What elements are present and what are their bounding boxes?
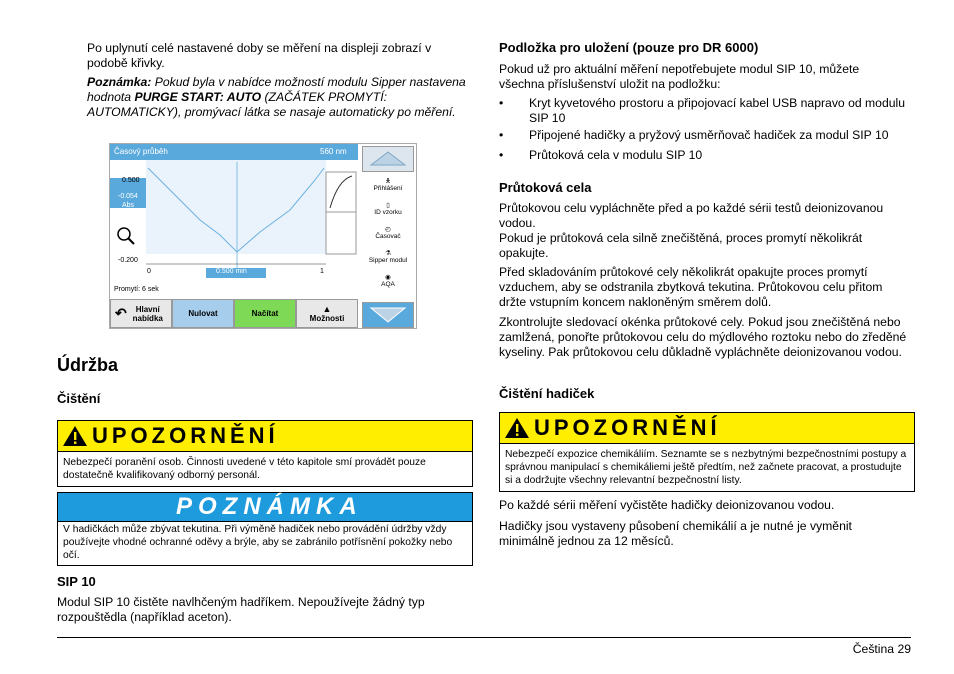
x-start-label: 0 (147, 268, 151, 275)
side-sample-id[interactable]: ▯ ID vzorku (362, 202, 414, 216)
zoom-icon (118, 228, 134, 244)
x-mid-label: 0.500 min (216, 268, 247, 275)
reading-unit: Abs (122, 202, 135, 209)
section-title: Údržba (57, 355, 119, 375)
triangle-up-icon: ▲ (322, 303, 332, 314)
status-text: Promytí: 6 sek (114, 286, 159, 293)
footer-divider (57, 637, 911, 638)
flow-text-3: Zkontrolujte sledovací okénka průtokové cely. Pokud jsou znečištěná nebo zamlžená, ponořte průtokovou celu do mýdlového roztoku nebo do zředěné kyseliny. Pak průtokovou celu důkladně vypláchněte deionizovanou vodou. (499, 315, 907, 359)
sip-title: SIP 10 (57, 574, 96, 589)
reading-value: -0.054 (118, 193, 138, 200)
timer-icon: ◴ (385, 226, 391, 233)
zero-button[interactable]: Nulovat (172, 299, 234, 328)
y-bottom-label: -0.200 (118, 257, 138, 264)
base-text: Pokud už pro aktuální měření nepotřebujete modul SIP 10, můžete všechna příslušenství uložit na podložku: (499, 62, 860, 91)
side-sipper[interactable]: ⚗ Sipper modul (362, 250, 414, 264)
scroll-up-button[interactable] (362, 146, 414, 172)
note-text: Poznámka: Pokud byla v nabídce možností modulu Sipper nastavena hodnota PURGE START: AUTO (ZAČÁTEK PROMYTÍ: AUTOMATICKY), promývací látka se nasaje automaticky po měření. (87, 75, 466, 119)
options-button[interactable]: ▲ Možnosti (296, 299, 358, 328)
main-menu-button[interactable]: ↶ Hlavní nabídka (110, 299, 172, 328)
device-sidebar (360, 144, 416, 328)
person-icon: 🯅 (385, 178, 391, 185)
warning-header: UPOZORNĚNÍ (58, 421, 472, 452)
base-title: Podložka pro uložení (pouze pro DR 6000) (499, 40, 759, 55)
list-item: • Kryt kyvetového prostoru a připojovací kabel USB napravo od modulu SIP 10 (499, 96, 905, 125)
note-label: Poznámka: (87, 75, 152, 89)
side-login[interactable]: 🯅 Přihlášení (362, 178, 414, 192)
tube-text-1: Po každé sérii měření vyčistěte hadičky deionizovanou vodou. (499, 498, 835, 512)
read-button[interactable]: Načítat (234, 299, 296, 328)
side-aqa[interactable]: ◉ AQA (362, 274, 414, 288)
x-end-label: 1 (320, 268, 324, 275)
intro-text: Po uplynutí celé nastavené doby se měření na displeji zobrazí v podobě křivky. (87, 41, 432, 70)
tube-title: Čištění hadiček (499, 386, 595, 401)
note-box-text: V hadičkách může zbývat tekutina. Při výměně hadiček nebo provádění údržby vždy používejte vhodné ochranné oděvy a brýle, aby se zabránilo potřísnění pokožky nebo očí. (63, 524, 453, 561)
note-header: POZNÁMKA (58, 493, 472, 522)
side-timer[interactable]: ◴ Časovač (362, 226, 414, 240)
sip-text: Modul SIP 10 čistěte navlhčeným hadříkem. Nepoužívejte žádný typ rozpouštědla (například aceton). (57, 595, 425, 624)
tube-text-2: Hadičky jsou vystaveny působení chemikálií a je nutné je vyměnit minimálně jednou za 12 měsíců. (499, 519, 852, 548)
device-plot (110, 160, 358, 300)
warning-triangle-icon (504, 417, 530, 439)
page-number: Čeština 29 (852, 642, 911, 656)
note-box (57, 492, 473, 566)
y-top-label: 0.500 (122, 177, 140, 184)
list-item: • Průtoková cela v modulu SIP 10 (499, 148, 703, 162)
sipper-icon: ⚗ (385, 250, 391, 257)
device-title-bar: Časový průběh 560 nm (110, 144, 358, 160)
warning-header: UPOZORNĚNÍ (500, 413, 914, 444)
warning-text: Nebezpečí poranění osob. Činnosti uvedené v této kapitole smí provádět pouze dostatečně kvalifikovaný odborný personál. (63, 457, 426, 481)
subsection-title: Čištění (57, 391, 101, 406)
flow-text-2: Před skladováním průtokové cely několikrát opakujte proces promytí vzduchem, aby se odstranila zbytková tekutina. Průtokovou celu přitom držte vstupním koncem nakloněným směrem dolů. (499, 265, 883, 309)
back-arrow-icon: ↶ (115, 305, 127, 321)
warning-box-right (499, 412, 915, 492)
warning-text: Nebezpečí expozice chemikáliím. Seznamte se s nezbytnými bezpečnostními postupy a správnou manipulací s chemikáliemi ještě předtím, než začnete pracovat, a prostudujte si a dodržujte všechny relevantní bezpečnostní listy. (505, 449, 907, 486)
scroll-down-button[interactable] (362, 302, 414, 328)
flow-text-1: Průtokovou celu vypláchněte před a po každé sérii testů deionizovanou vodou. Pokud je průtoková cela silně znečištěná, proces promytí několikrát opakujte. (499, 201, 884, 260)
list-item: • Připojené hadičky a pryžový usměrňovač hadiček za modul SIP 10 (499, 128, 889, 142)
arrow-down-icon (363, 303, 413, 327)
bullet-list (499, 96, 909, 163)
warning-triangle-icon (62, 425, 88, 447)
device-screenshot (109, 143, 417, 329)
flow-title: Průtoková cela (499, 180, 592, 195)
arrow-up-icon (363, 147, 413, 171)
id-icon: ▯ (386, 202, 390, 209)
aqa-icon: ◉ (385, 274, 391, 281)
warning-box-left (57, 420, 473, 487)
